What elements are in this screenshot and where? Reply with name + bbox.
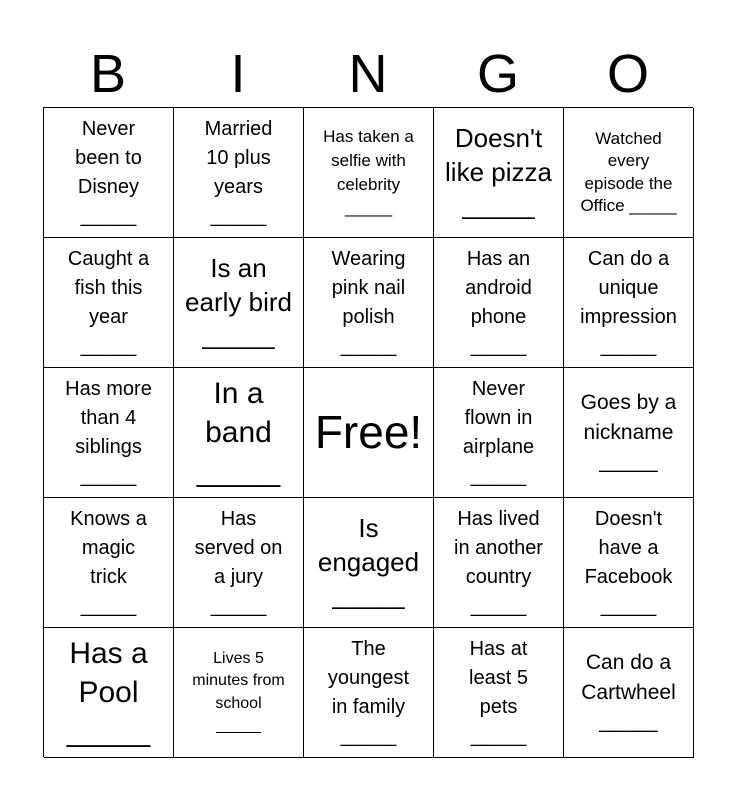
bingo-cell-selfie-with-celebrity[interactable] [304, 108, 434, 238]
cell-text: Never flown in airplane _____ [462, 377, 535, 487]
bingo-cell-never-been-to-disney[interactable] [44, 108, 174, 238]
cell-text: Watched every episode the Office _____ [580, 128, 677, 215]
cell-text: Has lived in another country _____ [454, 507, 543, 617]
bingo-cell-pink-nail-polish[interactable] [304, 238, 434, 368]
cell-text: Is an early bird _____ [185, 252, 292, 351]
bingo-cell-youngest-in-family[interactable] [304, 628, 434, 758]
bingo-cell-early-bird[interactable] [174, 238, 304, 368]
bingo-cell-more-than-4-siblings[interactable] [44, 368, 174, 498]
bingo-cell-served-on-jury[interactable] [174, 498, 304, 628]
bingo-cell-doesnt-like-pizza[interactable] [434, 108, 564, 238]
header-letter-i: I [230, 44, 246, 104]
bingo-cell-unique-impression[interactable] [564, 238, 694, 368]
bingo-cell-nickname[interactable] [564, 368, 694, 498]
cell-text: Doesn't like pizza _____ [445, 122, 552, 221]
cell-text: Wearing pink nail polish _____ [331, 247, 406, 357]
header-letter-g: G [476, 44, 519, 104]
cell-text: In a band _____ [196, 377, 281, 488]
free-space-label: Free! [314, 406, 423, 459]
bingo-cell-is-engaged[interactable] [304, 498, 434, 628]
bingo-cell-has-a-pool[interactable] [44, 628, 174, 758]
cell-text: Knows a magic trick _____ [70, 507, 147, 617]
bingo-cell-married-10-plus-years[interactable] [174, 108, 304, 238]
cell-text: Has a Pool _____ [66, 637, 151, 748]
header-letter-o: O [606, 44, 649, 104]
bingo-cell-caught-a-fish[interactable] [44, 238, 174, 368]
bingo-cell-at-least-5-pets[interactable] [434, 628, 564, 758]
cell-text: Has an android phone _____ [465, 247, 532, 357]
bingo-cell-in-a-band[interactable] [174, 368, 304, 498]
cell-text: The youngest in family _____ [327, 637, 410, 747]
cell-text: Goes by a nickname _____ [580, 390, 677, 474]
header-letter-n: N [348, 44, 388, 104]
bingo-cell-lived-in-another-country[interactable] [434, 498, 564, 628]
bingo-cell-cartwheel[interactable] [564, 628, 694, 758]
cell-text: Can do a Cartwheel _____ [581, 650, 676, 734]
bingo-cell-free-space[interactable] [304, 368, 434, 498]
cell-text: Married 10 plus years _____ [204, 117, 273, 227]
cell-text: Caught a fish this year _____ [67, 247, 150, 357]
bingo-cell-magic-trick[interactable] [44, 498, 174, 628]
bingo-cell-no-facebook[interactable] [564, 498, 694, 628]
cell-text: Has more than 4 siblings _____ [65, 377, 152, 487]
cell-text: Has taken a selfie with celebrity _____ [323, 126, 414, 218]
cell-text: Is engaged _____ [317, 512, 420, 611]
cell-text: Has served on a jury _____ [194, 507, 283, 617]
cell-text: Doesn't have a Facebook _____ [584, 507, 673, 617]
bingo-cell-android-phone[interactable] [434, 238, 564, 368]
cell-text: Never been to Disney _____ [75, 117, 142, 227]
bingo-cell-watched-the-office[interactable] [564, 108, 694, 238]
bingo-header [43, 40, 693, 108]
cell-text: Lives 5 minutes from school _____ [192, 649, 285, 734]
cell-text: Can do a unique impression _____ [580, 247, 677, 357]
header-letter-b: B [89, 44, 127, 104]
bingo-board [43, 107, 693, 757]
cell-text: Has at least 5 pets _____ [469, 637, 528, 747]
bingo-cell-never-flown[interactable] [434, 368, 564, 498]
bingo-cell-lives-near-school[interactable] [174, 628, 304, 758]
